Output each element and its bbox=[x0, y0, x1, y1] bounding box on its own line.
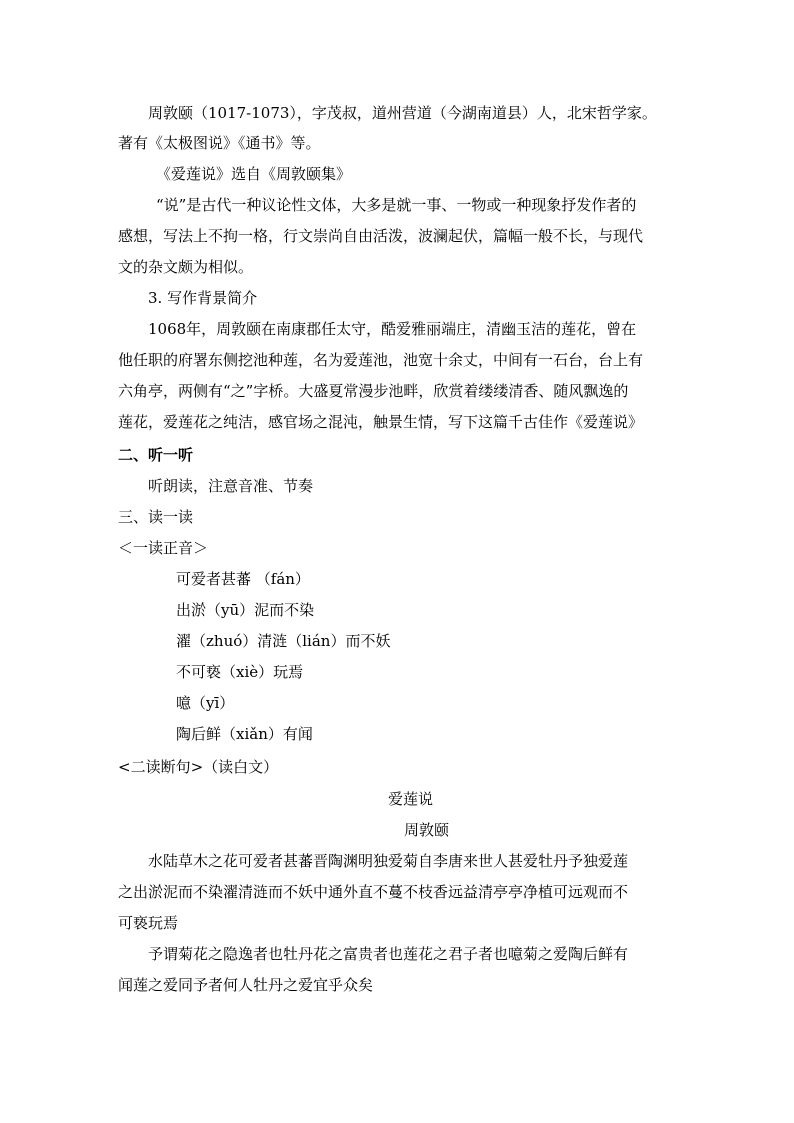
genre-paragraph-line: 感想，写法上不拘一格，行文崇尚自由活泼，波澜起伏，篇幅一般不长，与现代 bbox=[118, 227, 644, 245]
poem-paragraph-line: 之出淤泥而不染濯清涟而不妖中通外直不蔓不枝香远益清亭亭净植可远观而不 bbox=[118, 883, 629, 901]
background-paragraph-line: 他任职的府署东侧挖池种莲，名为爱莲池，池宽十余丈，中间有一石台，台上有 bbox=[118, 351, 644, 369]
genre-paragraph-line: 文的杂文颇为相似。 bbox=[118, 258, 254, 276]
poem-paragraph-line: 水陆草木之花可爱者甚蕃晋陶渊明独爱菊自李唐来世人甚爱牡丹予独爱莲 bbox=[148, 852, 629, 870]
read-heading: 三、读一读 bbox=[118, 508, 194, 526]
genre-paragraph-line: “说”是古代一种议论性文体，大多是就一事、一物或一种现象抒发作者的 bbox=[156, 196, 637, 214]
pronunciation-item: 不可亵（xiè）玩焉 bbox=[176, 663, 304, 681]
intro-paragraph-line: 周敦颐（1017-1073），字茂叔，道州营道（今湖南道县）人，北宋哲学家。 bbox=[148, 104, 657, 122]
listen-text: 听朗读，注意音准、节奏 bbox=[148, 477, 314, 495]
source-note: 《爱莲说》选自《周敦颐集》 bbox=[156, 165, 352, 183]
pronunciation-item: 濯（zhuó）清涟（lián）而不妖 bbox=[176, 632, 391, 650]
poem-title: 爱莲说 bbox=[388, 790, 434, 808]
background-paragraph-line: 莲花，爱莲花之纯洁，感官场之混沌，触景生情，写下这篇千古佳作《爱莲说》 bbox=[118, 413, 644, 431]
listen-heading: 二、听一听 bbox=[118, 446, 194, 464]
pronunciation-item: 噫（yī） bbox=[176, 694, 235, 712]
read-subheading-pronunciation: ＜一读正音＞ bbox=[118, 539, 209, 557]
poem-paragraph-line: 予谓菊花之隐逸者也牡丹花之富贵者也莲花之君子者也噫菊之爱陶后鲜有 bbox=[148, 945, 629, 963]
background-paragraph-line: 1068年，周敦颐在南康郡任太守，酷爱雅丽端庄，清幽玉洁的莲花，曾在 bbox=[148, 320, 637, 338]
poem-paragraph-line: 闻莲之爱同予者何人牡丹之爱宜乎众矣 bbox=[118, 976, 374, 994]
background-heading: 3. 写作背景简介 bbox=[148, 289, 258, 307]
poem-paragraph-line: 可亵玩焉 bbox=[118, 914, 179, 932]
pronunciation-item: 可爱者甚蕃 （fán） bbox=[176, 570, 310, 588]
pronunciation-item: 陶后鲜（xiǎn）有闻 bbox=[176, 725, 313, 743]
read-subheading-punctuation: <二读断句>（读白文） bbox=[118, 758, 279, 776]
background-paragraph-line: 六角亭，两侧有“之”字桥。大盛夏常漫步池畔，欣赏着缕缕清香、随风飘逸的 bbox=[118, 382, 629, 400]
poem-author: 周敦颐 bbox=[404, 821, 450, 839]
intro-paragraph-line: 著有《太极图说》《通书》等。 bbox=[118, 134, 321, 152]
pronunciation-item: 出淤（yū）泥而不染 bbox=[176, 601, 315, 619]
